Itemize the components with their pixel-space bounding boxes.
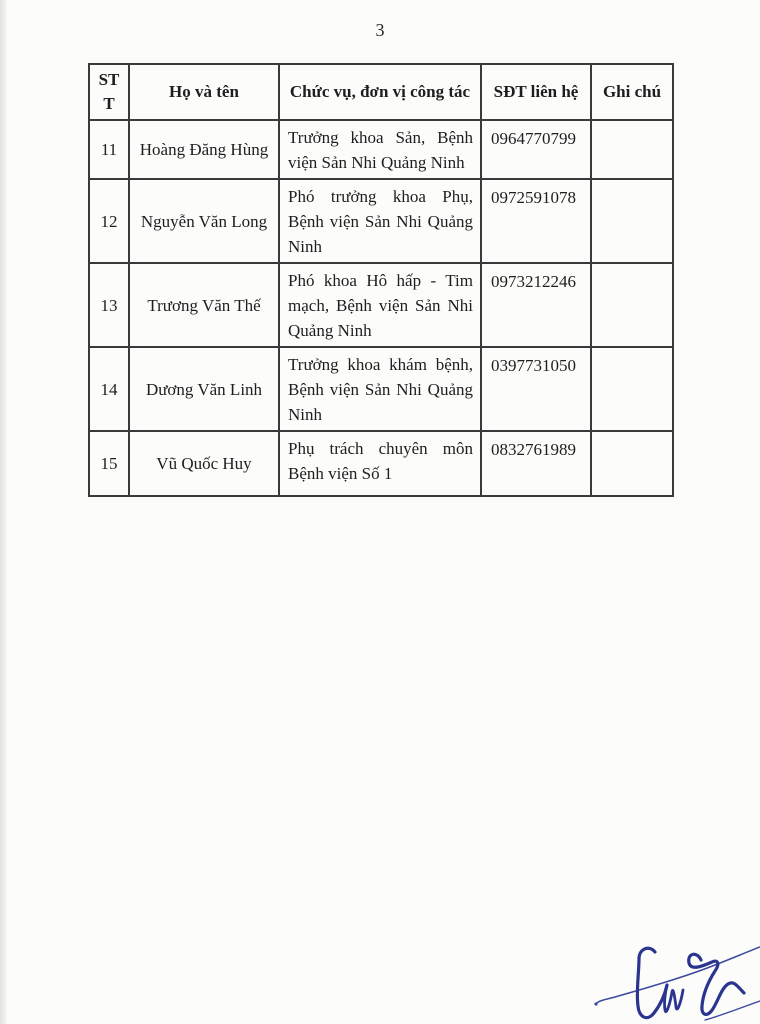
cell-phone: 0972591078 — [481, 179, 591, 263]
contact-table — [88, 63, 674, 497]
column-header-note: Ghi chú — [591, 64, 673, 120]
cell-phone: 0832761989 — [481, 431, 591, 496]
column-header-phone: SĐT liên hệ — [481, 64, 591, 120]
cell-role: Phó khoa Hô hấp - Tim mạch, Bệnh viện Sản Nhi Quảng Ninh — [279, 263, 481, 347]
cell-stt: 12 — [89, 179, 129, 263]
cell-stt: 14 — [89, 347, 129, 431]
column-header-role: Chức vụ, đơn vị công tác — [279, 64, 481, 120]
cell-name: Trương Văn Thế — [129, 263, 279, 347]
cell-role: Phụ trách chuyên môn Bệnh viện Số 1 — [279, 431, 481, 496]
cell-role: Trưởng khoa khám bệnh, Bệnh viện Sản Nhi Quảng Ninh — [279, 347, 481, 431]
cell-role: Trưởng khoa Sản, Bệnh viện Sản Nhi Quảng Ninh — [279, 120, 481, 179]
table-row — [89, 120, 673, 179]
page-edge-shadow — [0, 0, 7, 1024]
cell-note — [591, 263, 673, 347]
cell-name: Vũ Quốc Huy — [129, 431, 279, 496]
table-row — [89, 431, 673, 496]
table-row — [89, 179, 673, 263]
table-row — [89, 347, 673, 431]
cell-name: Dương Văn Linh — [129, 347, 279, 431]
cell-name: Hoàng Đăng Hùng — [129, 120, 279, 179]
cell-stt: 13 — [89, 263, 129, 347]
table-header-row — [89, 64, 673, 120]
cell-name: Nguyễn Văn Long — [129, 179, 279, 263]
cell-note — [591, 347, 673, 431]
cell-note — [591, 179, 673, 263]
cell-note — [591, 120, 673, 179]
cell-stt: 15 — [89, 431, 129, 496]
column-header-stt: STT — [89, 64, 129, 120]
cell-role: Phó trưởng khoa Phụ, Bệnh viện Sản Nhi Quảng Ninh — [279, 179, 481, 263]
cell-phone: 0397731050 — [481, 347, 591, 431]
cell-stt: 11 — [89, 120, 129, 179]
cell-phone: 0973212246 — [481, 263, 591, 347]
cell-note — [591, 431, 673, 496]
table-row — [89, 263, 673, 347]
page-number: 3 — [375, 20, 385, 40]
cell-phone: 0964770799 — [481, 120, 591, 179]
signature-ink — [565, 936, 760, 1024]
column-header-name: Họ và tên — [129, 64, 279, 120]
